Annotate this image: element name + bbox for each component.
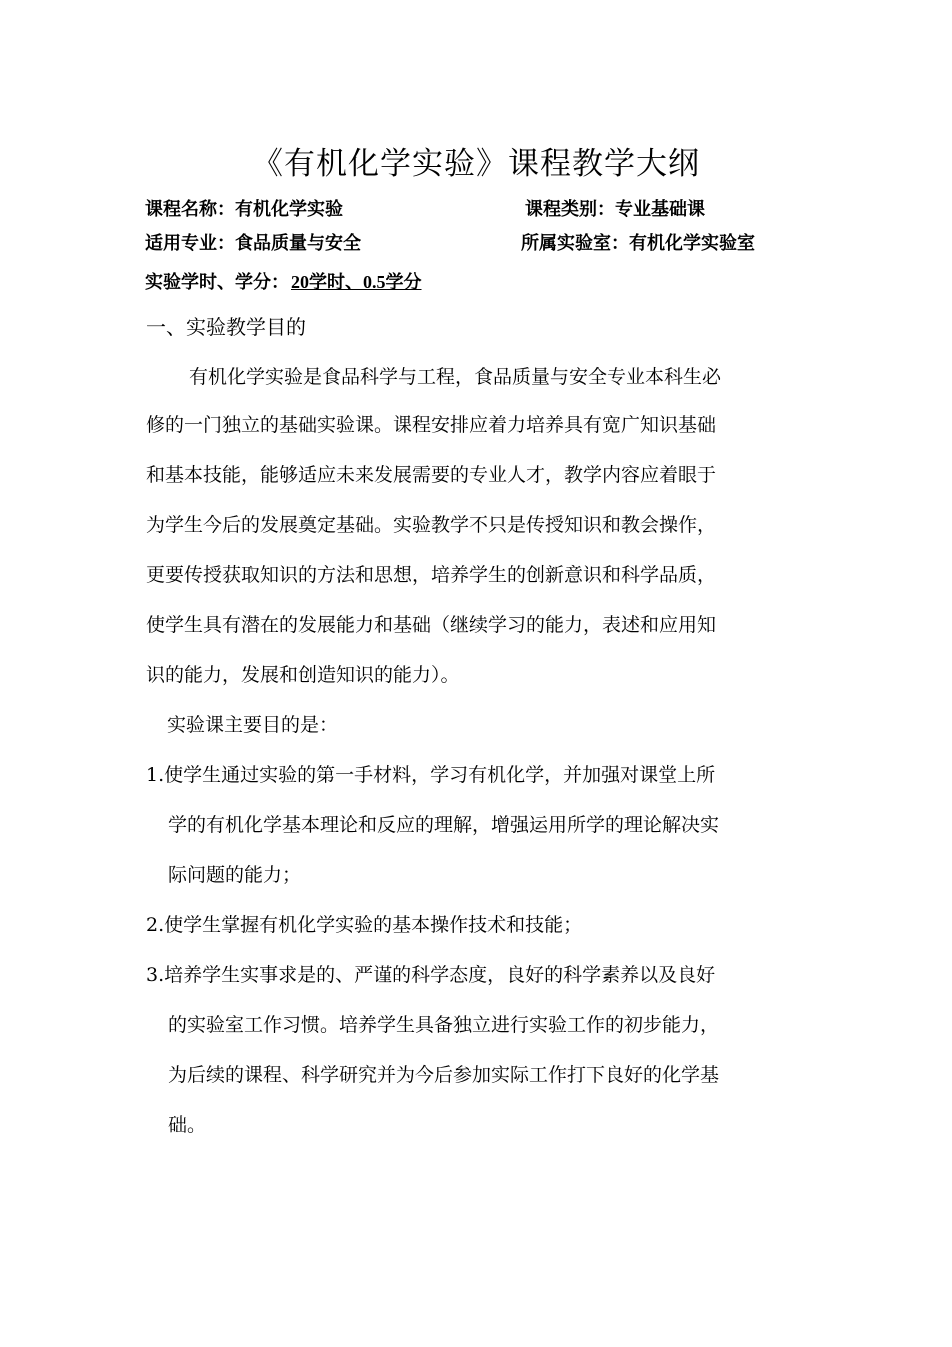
course-name-value: 有机化学实验 <box>235 199 343 220</box>
paragraph-line: 识的能力，发展和创造知识的能力）。 <box>146 664 460 686</box>
paragraph-line: 修的一门独立的基础实验课。课程安排应着力培养具有宽广知识基础 <box>146 414 717 436</box>
course-type-field <box>525 196 705 224</box>
course-name-label: 课程名称： <box>145 199 235 220</box>
aim-item-line: 际问题的能力； <box>168 864 302 886</box>
lab-field <box>521 230 755 258</box>
course-name-field <box>145 196 343 224</box>
paragraph-line: 为学生今后的发展奠定基础。实验教学不只是传授知识和教会操作， <box>146 514 717 536</box>
paragraph-line: 更要传授获取知识的方法和思想，培养学生的创新意识和科学品质， <box>146 564 717 586</box>
aim-item-line: 学的有机化学基本理论和反应的理解，增强运用所学的理论解决实 <box>168 814 720 836</box>
paragraph-line: 使学生具有潜在的发展能力和基础（继续学习的能力，表述和应用知 <box>146 614 717 636</box>
aim-item-line: 的实验室工作习惯。培养学生具备独立进行实验工作的初步能力， <box>168 1014 720 1036</box>
aim-item-line: 1.使学生通过实验的第一手材料，学习有机化学，并加强对课堂上所 <box>146 764 716 786</box>
hours-label: 实验学时、学分： <box>145 272 289 293</box>
aim-item-line: 础。 <box>168 1114 207 1136</box>
lab-value: 有机化学实验室 <box>629 233 755 254</box>
paragraph-line: 有机化学实验是食品科学与工程，食品质量与安全专业本科生必 <box>189 366 722 388</box>
hours-field <box>145 268 422 297</box>
aims-intro: 实验课主要目的是： <box>167 714 339 736</box>
aim-item-line: 2.使学生掌握有机化学实验的基本操作技术和技能； <box>146 914 583 936</box>
major-label: 适用专业： <box>145 233 235 254</box>
document-title: 《有机化学实验》课程教学大纲 <box>252 146 700 182</box>
course-type-value: 专业基础课 <box>615 199 705 220</box>
course-type-label: 课程类别： <box>525 199 615 220</box>
major-field <box>145 230 361 258</box>
aim-item-line: 3.培养学生实事求是的、严谨的科学态度，良好的科学素养以及良好 <box>146 964 716 986</box>
section-heading: 一、实验教学目的 <box>146 315 306 339</box>
major-value: 食品质量与安全 <box>235 233 361 254</box>
hours-value: 20学时、0.5学分 <box>291 272 422 292</box>
aim-item-line: 为后续的课程、科学研究并为今后参加实际工作打下良好的化学基 <box>168 1064 720 1086</box>
paragraph-line: 和基本技能，能够适应未来发展需要的专业人才，教学内容应着眼于 <box>146 464 717 486</box>
lab-label: 所属实验室： <box>521 233 629 254</box>
